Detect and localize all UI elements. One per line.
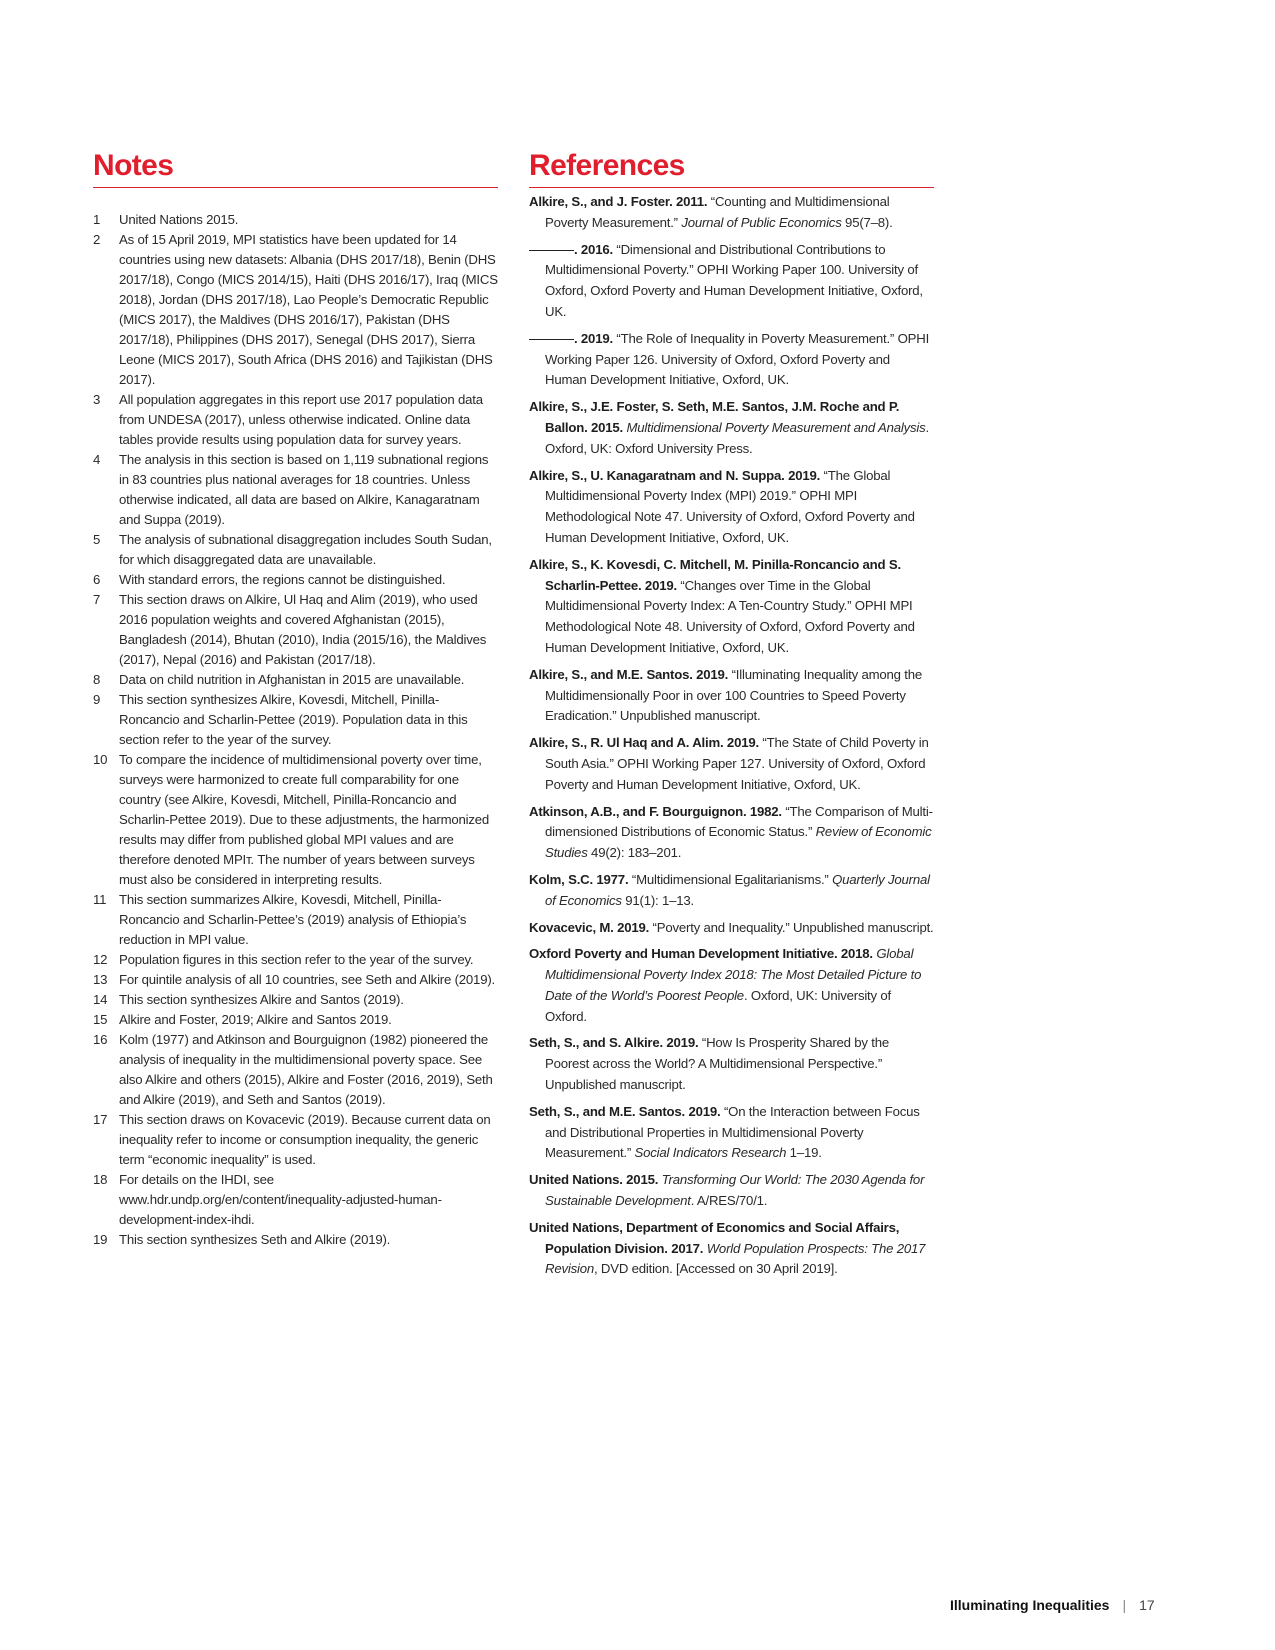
note-number: 2 [93, 232, 101, 247]
note-item [93, 450, 498, 530]
note-number: 9 [93, 692, 101, 707]
repeat-author-dash [529, 250, 574, 251]
reference-source-title: Transforming Our World: The 2030 Agenda for Sustainable Development [545, 1172, 925, 1209]
note-item [93, 990, 498, 1010]
note-item [93, 590, 498, 670]
reference-text: “The Comparison of Multi-dimensioned Distributions of Economic Status.” [545, 803, 933, 840]
references-list [529, 192, 934, 1280]
note-number: 17 [93, 1112, 108, 1127]
note-number: 14 [93, 992, 108, 1007]
reference-text: “Illuminating Inequality among the Multidimensionally Poor in over 100 Countries to Speed Poverty Eradication.” Unpublished manuscript. [545, 666, 923, 724]
reference-author-year: Alkire, S., K. Kovesdi, C. Mitchell, M. Pinilla-Roncancio and S. Scharlin-Pettee. 2019. [529, 556, 901, 593]
reference-author-year: Kovacevic, M. 2019. [529, 919, 650, 935]
reference-source-title: World Population Prospects: The 2017 Revision [545, 1240, 926, 1277]
reference-source-title: Social Indicators Research [634, 1145, 787, 1161]
references-column [529, 146, 934, 1286]
reference-author-year: Seth, S., and S. Alkire. 2019. [529, 1035, 699, 1051]
reference-text: “How Is Prosperity Shared by the Poorest across the World? A Multidimensional Perspective.” Unpublished manuscript. [545, 1035, 889, 1093]
reference-entry [529, 555, 934, 659]
reference-author-year: Alkire, S., U. Kanagaratnam and N. Suppa. 2019. [529, 467, 821, 483]
note-item [93, 750, 498, 890]
note-number: 4 [93, 452, 101, 467]
note-item [93, 670, 498, 690]
reference-author-year: Alkire, S., R. Ul Haq and A. Alim. 2019. [529, 735, 759, 751]
reference-text-end: 49(2): 183–201. [587, 845, 682, 861]
reference-text: “The Global Multidimensional Poverty Index (MPI) 2019.” OPHI MPI Methodological Note 47. University of Oxford, Oxford Poverty and Human Development Initiative, Oxford, UK. [545, 467, 915, 545]
note-number: 10 [93, 752, 108, 767]
reference-entry [529, 665, 934, 727]
reference-text: “On the Interaction between Focus and Distributional Properties in Multidimensional Poverty Measurement.” [545, 1103, 920, 1161]
reference-text: “The State of Child Poverty in South Asia.” OPHI Working Paper 127. University of Oxford, Oxford Poverty and Human Development Initiative, Oxford, UK. [545, 735, 929, 792]
reference-entry [529, 802, 934, 864]
note-text: With standard errors, the regions cannot be distinguished. [119, 572, 446, 587]
reference-entry [529, 944, 934, 1027]
note-item [93, 950, 498, 970]
note-number: 8 [93, 672, 101, 687]
reference-entry [529, 192, 934, 234]
note-text: This section synthesizes Alkire and Santos (2019). [119, 992, 404, 1007]
reference-source-title: Journal of Public Economics [681, 214, 842, 230]
reference-author-year: Atkinson, A.B., and F. Bourguignon. 1982. [529, 803, 782, 819]
note-item [93, 230, 498, 390]
note-text: Kolm (1977) and Atkinson and Bourguignon (1982) pioneered the analysis of inequality in the multidimensional poverty space. See also Alkire and others (2015), Alkire and Foster (2016, 2019), Seth and Alkire (2019), and Seth and Santos (2019). [119, 1032, 493, 1107]
footer-title: Illuminating Inequalities [950, 1597, 1110, 1613]
note-number: 11 [93, 892, 107, 907]
note-text: This section draws on Kovacevic (2019). Because current data on inequality refer to income or consumption inequality, the generic term “economic inequality” is used. [119, 1112, 491, 1167]
reference-entry [529, 329, 934, 391]
note-text: This section summarizes Alkire, Kovesdi, Mitchell, Pinilla-Roncancio and Scharlin-Pettee’s (2019) analysis of Ethiopia’s reduction in MPI value. [119, 892, 467, 947]
note-text: This section draws on Alkire, Ul Haq and Alim (2019), who used 2016 population weights and covered Afghanistan (2015), Bangladesh (2014), Bhutan (2010), India (2015/16), the Maldives (2017), Nepal (2016) and Pakistan (2017/18). [119, 592, 487, 667]
reference-entry [529, 1102, 934, 1164]
note-text: United Nations 2015. [119, 212, 239, 227]
reference-author-year: . 2019. [574, 330, 613, 346]
reference-author-year: Alkire, S., J.E. Foster, S. Seth, M.E. Santos, J.M. Roche and P. Ballon. 2015. [529, 399, 900, 435]
note-text: For details on the IHDI, see www.hdr.undp.org/en/content/inequality-adjusted-human-development-index-ihdi. [119, 1172, 442, 1227]
reference-entry [529, 733, 934, 795]
reference-entry [529, 397, 934, 459]
note-item [93, 970, 498, 990]
reference-text-end: 91(1): 1–13. [621, 892, 694, 908]
reference-text-end: 1–19. [786, 1145, 822, 1161]
repeat-author-dash [529, 339, 574, 340]
reference-author-year: Kolm, S.C. 1977. [529, 871, 629, 887]
page-number: 17 [1139, 1597, 1155, 1613]
note-number: 6 [93, 572, 101, 587]
reference-text: “Counting and Multidimensional Poverty Measurement.” [545, 194, 890, 230]
note-text: For quintile analysis of all 10 countries, see Seth and Alkire (2019). [119, 972, 495, 987]
note-text: The analysis of subnational disaggregation includes South Sudan, for which disaggregated data are unavailable. [119, 532, 492, 567]
note-number: 18 [93, 1172, 108, 1187]
reference-source-title: Review of Economic Studies [545, 824, 932, 861]
note-text: The analysis in this section is based on 1,119 subnational regions in 83 countries plus national averages for 18 countries. Unless otherwise indicated, all data are based on Alkire, Kanagaratnam and Suppa (2019). [119, 452, 489, 527]
note-number: 19 [93, 1232, 108, 1247]
footer-separator: | [1122, 1597, 1127, 1613]
note-item [93, 390, 498, 450]
note-number: 15 [93, 1012, 108, 1027]
note-item [93, 890, 498, 950]
reference-entry [529, 870, 934, 912]
reference-author-year: Seth, S., and M.E. Santos. 2019. [529, 1103, 721, 1119]
note-item [93, 1010, 498, 1030]
note-number: 3 [93, 392, 101, 407]
reference-entry [529, 918, 934, 939]
note-text: Data on child nutrition in Afghanistan in 2015 are unavailable. [119, 672, 465, 687]
note-number: 12 [93, 952, 108, 967]
reference-text-end: . Oxford, UK: Oxford University Press. [545, 419, 929, 456]
note-number: 5 [93, 532, 101, 547]
note-text: This section synthesizes Alkire, Kovesdi, Mitchell, Pinilla-Roncancio and Scharlin-Pettee (2019). Population data in this section refer to the year of the survey. [119, 692, 468, 747]
reference-source-title: Multidimensional Poverty Measurement and Analysis [626, 419, 926, 435]
note-item [93, 1170, 498, 1230]
reference-entry [529, 466, 934, 549]
reference-text: “Poverty and Inequality.” Unpublished manuscript. [649, 919, 934, 935]
reference-text-end: , DVD edition. [Accessed on 30 April 2019]. [593, 1261, 838, 1277]
notes-list [93, 210, 498, 1250]
reference-text: “The Role of Inequality in Poverty Measurement.” OPHI Working Paper 126. University of Oxford, Oxford Poverty and Human Development Initiative, Oxford, UK. [545, 330, 930, 388]
note-item [93, 1230, 498, 1250]
reference-text-end: . Oxford, UK: University of Oxford. [545, 987, 891, 1024]
reference-author-year: United Nations, Department of Economics and Social Affairs, Population Division. 2017. [529, 1219, 900, 1256]
reference-source-title: Quarterly Journal of Economics [545, 871, 930, 908]
note-number: 1 [93, 212, 101, 227]
note-text: All population aggregates in this report use 2017 population data from UNDESA (2017), unless otherwise indicated. Online data tables provide results using population data for survey years. [119, 392, 483, 447]
reference-author-year: . 2016. [574, 241, 613, 257]
note-item [93, 210, 498, 230]
reference-author-year: Alkire, S., and J. Foster. 2011. [529, 194, 708, 209]
references-heading: References [529, 146, 934, 188]
notes-column [93, 146, 498, 1250]
reference-text: “Dimensional and Distributional Contributions to Multidimensional Poverty.” OPHI Working Paper 100. University of Oxford, Oxford Poverty and Human Development Initiative, Oxford, UK. [545, 241, 923, 319]
note-text: As of 15 April 2019, MPI statistics have been updated for 14 countries using new datasets: Albania (DHS 2017/18), Benin (DHS 2017/18), Congo (MICS 2014/15), Haiti (DHS 2016/17), Iraq (MICS 2018), Jordan (DHS 2017/18), Lao People’s Democratic Republic (MICS 2017), the Maldives (DHS 2016/17), Pakistan (DHS 2017/18), Philippines (DHS 2017), Senegal (DHS 2017), Sierra Leone (MICS 2017), South Africa (DHS 2016) and Tajikistan (DHS 2017). [119, 232, 498, 387]
reference-text: “Changes over Time in the Global Multidimensional Poverty Index: A Ten-Country Study.” OPHI MPI Methodological Note 48. University of Oxford, Oxford Poverty and Human Development Initiative, Oxford, UK. [545, 577, 915, 655]
note-item [93, 690, 498, 750]
reference-text: “Multidimensional Egalitarianisms.” [628, 871, 833, 887]
note-number: 16 [93, 1032, 108, 1047]
note-item [93, 570, 498, 590]
note-text: To compare the incidence of multidimensional poverty over time, surveys were harmonized to create full comparability for one country (see Alkire, Kovesdi, Mitchell, Pinilla-Roncancio and Scharlin-Pettee 2019). Due to these adjustments, the harmonized results may differ from published global MPI values and are therefore denoted MPIт. The number of years between surveys must also be considered in interpreting results. [119, 752, 490, 887]
notes-heading: Notes [93, 146, 498, 188]
note-text: Population figures in this section refer to the year of the survey. [119, 952, 474, 967]
reference-text-end: 95(7–8). [841, 214, 893, 230]
reference-author-year: Oxford Poverty and Human Development Initiative. 2018. [529, 946, 873, 962]
reference-entry [529, 1218, 934, 1280]
page-footer [950, 1596, 1155, 1614]
note-number: 13 [93, 972, 108, 987]
reference-author-year: United Nations. 2015. [529, 1172, 659, 1188]
reference-entry [529, 240, 934, 323]
note-item [93, 1030, 498, 1110]
reference-text-end: . A/RES/70/1. [690, 1193, 768, 1209]
note-text: Alkire and Foster, 2019; Alkire and Santos 2019. [119, 1012, 392, 1027]
reference-source-title: Global Multidimensional Poverty Index 2018: The Most Detailed Picture to Date of the World’s Poorest People [545, 946, 922, 1003]
note-item [93, 530, 498, 570]
reference-author-year: Alkire, S., and M.E. Santos. 2019. [529, 666, 729, 682]
note-text: This section synthesizes Seth and Alkire (2019). [119, 1232, 391, 1247]
note-number: 7 [93, 592, 101, 607]
reference-entry [529, 1170, 934, 1212]
note-item [93, 1110, 498, 1170]
reference-entry [529, 1033, 934, 1095]
